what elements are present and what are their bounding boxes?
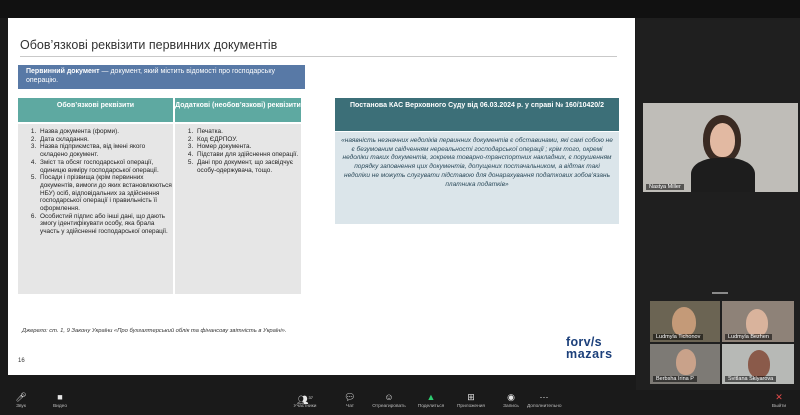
audio-button[interactable]: 🎤︎ Звук	[4, 392, 38, 410]
shared-slide	[8, 18, 635, 375]
logo-line-2: mazars	[566, 347, 613, 361]
video-off-icon: ■	[57, 392, 63, 402]
participant-face	[748, 350, 770, 378]
forvis-mazars-logo	[566, 336, 626, 360]
chat-button[interactable]: 💬︎ Чат	[333, 392, 367, 410]
list-item: 2. Дата складання.	[38, 136, 173, 144]
participant-face	[672, 307, 696, 337]
record-button[interactable]: ◉ Запись	[494, 392, 528, 410]
chat-icon: 💬︎	[344, 392, 356, 402]
list-item: 1. Печатка.	[195, 128, 301, 136]
participants-button[interactable]: 👥︎$^{37}$ Участники	[288, 392, 322, 410]
definition-text: — документ, який містить відомості про господарську операцію.	[26, 68, 275, 84]
definition-term: Первинний документ	[26, 68, 100, 75]
slide-title: Обов’язкові реквізити первинних документів	[20, 38, 278, 52]
list-item: 6. Особистий підпис або інші дані, що дають змогу ідентифікувати особу, яка брала участь у здійсненні господарської операції.	[38, 213, 173, 236]
requisites-table	[18, 98, 301, 294]
mic-muted-icon: 🎤︎	[15, 392, 27, 402]
optional-header: Додаткові (необов’язкові) реквізити	[175, 98, 301, 122]
participant-name-label: Svitlana Sklyarova	[725, 376, 776, 382]
participant-face	[746, 309, 768, 337]
page-number: 16	[18, 358, 25, 364]
record-icon: ◉	[507, 392, 515, 402]
source-note: Джерело: ст. 1, 9 Закону України «Про бухгалтерський облік та фінансову звітність в Україні».	[22, 328, 287, 334]
leave-icon: ✕	[775, 392, 783, 402]
list-item: 1. Назва документа (форми).	[38, 128, 173, 136]
participant-name-label: Berbsha Irina P	[653, 376, 697, 382]
mandatory-list-cell	[18, 124, 173, 294]
participant-tile[interactable]	[722, 301, 794, 342]
participants-icon: 👥︎$^{37}$	[297, 395, 313, 405]
react-button[interactable]: ☺ Отреагировать	[372, 392, 406, 409]
collapse-handle[interactable]	[712, 292, 728, 294]
definition-box	[18, 65, 305, 89]
more-icon: ⋯	[539, 392, 549, 402]
list-item: 5. Дані про документ, що засвідчує особу-одержувача, тощо.	[195, 159, 301, 174]
participant-name-label: Ludmyla Bezhen	[725, 334, 772, 340]
participant-tile[interactable]	[722, 344, 794, 384]
speaker-body	[691, 158, 755, 192]
video-button[interactable]: ■ Видео	[43, 392, 77, 410]
list-item: 2. Код ЄДРПОУ.	[195, 136, 301, 144]
speaker-video-tile[interactable]	[643, 103, 798, 192]
speaker-face	[710, 123, 735, 157]
list-item: 5. Посади і прізвища (крім первинних документів, вимоги до яких встановлюються НБУ) осіб, відповідальних за здійснення господарської операції і правильність її оформлення.	[38, 174, 173, 213]
apps-icon: ⊞	[467, 392, 475, 402]
window-top-bar	[0, 0, 800, 18]
title-divider	[20, 56, 617, 57]
logo-line-1: forv/s	[566, 335, 602, 349]
list-item: 3. Назва підприємства, від імені якого складено документ.	[38, 143, 173, 158]
mandatory-header: Обов’язкові реквізити	[18, 98, 173, 122]
optional-list-cell	[175, 124, 301, 294]
participant-tile[interactable]	[650, 344, 720, 384]
more-button[interactable]: ⋯ Дополнительно	[527, 392, 562, 409]
list-item: 3. Номер документа.	[195, 143, 301, 151]
react-icon: ☺	[384, 392, 394, 402]
participant-tile[interactable]	[650, 301, 720, 342]
apps-button[interactable]: ⊞ Приложения	[454, 392, 488, 410]
share-icon: ▲	[426, 392, 436, 402]
court-ruling-quote: «наявність незначних недоліків первинних документів є обставинами, які самі собою не є безумовним свідченням нереальності господарської операції ; крім того, окремі недоліки таких документів, зокрема товарно-транспортних накладних, є порушенням порядку заповнення цих документів, допущених постачальником, а відтак такі недоліки не можуть слугувати підставою для донарахування податкових зобов’язань платника податків»	[335, 132, 619, 224]
court-ruling-header: Постанова КАС Верховного Суду від 06.03.2024 р. у справі № 160/10420/2	[335, 98, 619, 131]
participant-name-label: Ludmyla Tichonov	[653, 334, 703, 340]
share-button[interactable]: ▲ Поделиться	[414, 392, 448, 410]
participant-face	[676, 349, 696, 375]
speaker-name-label: Nastya Miller	[646, 184, 684, 190]
list-item: 4. Підстави для здійснення операції.	[195, 151, 301, 159]
list-item: 4. Зміст та обсяг господарської операції, одиницю виміру господарської операції.	[38, 159, 173, 174]
leave-button[interactable]: ✕ Выйти	[762, 392, 796, 410]
